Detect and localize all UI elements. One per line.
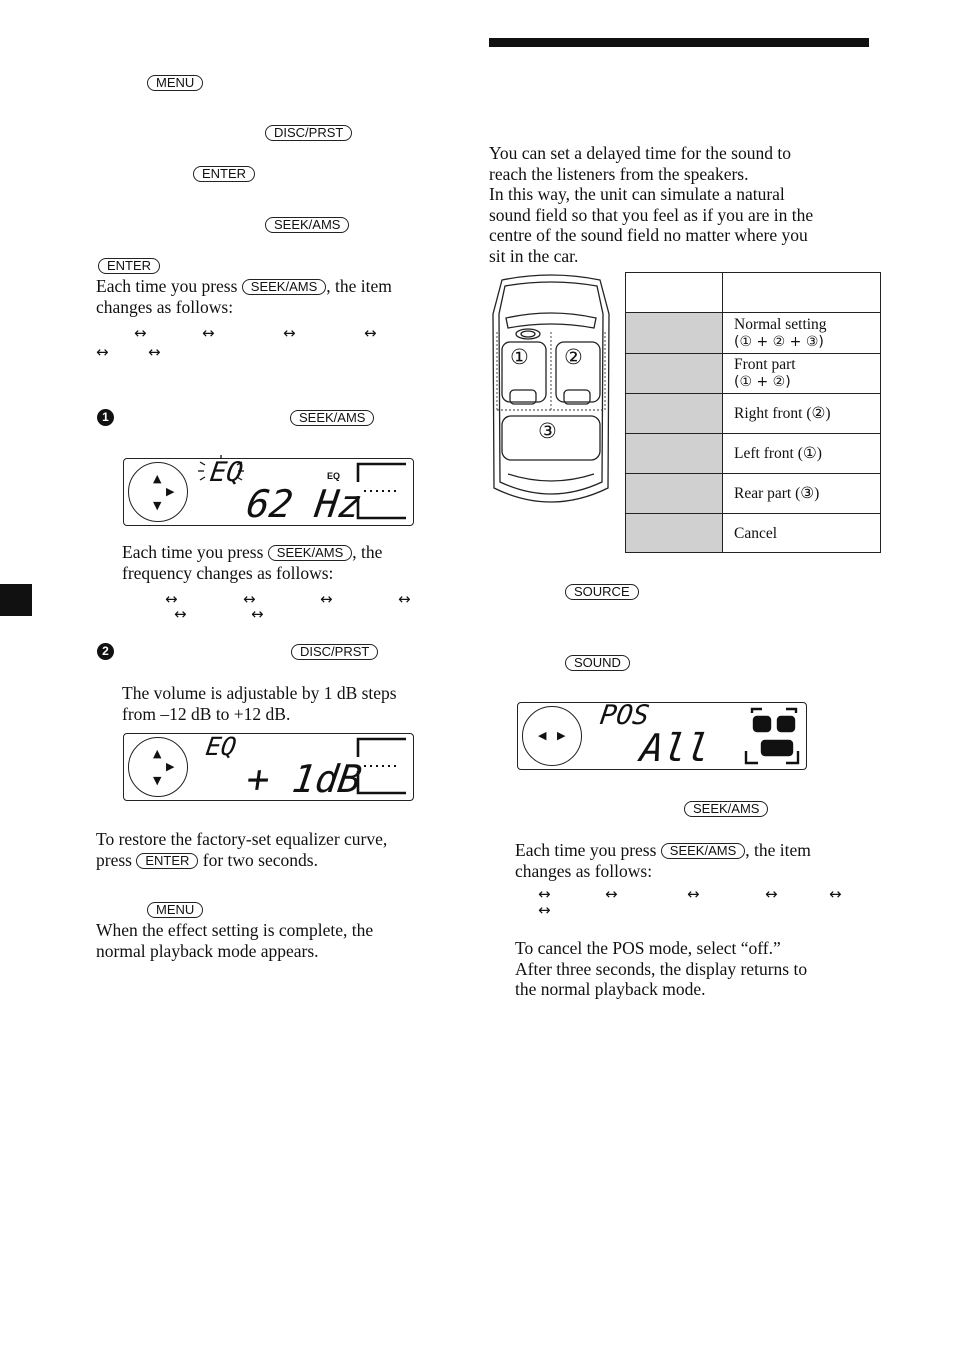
section-header-bar — [489, 38, 869, 47]
right-arrow-icon: ▶ — [166, 485, 175, 498]
frequency-value: 62 Hz — [243, 482, 365, 526]
table-row — [626, 434, 881, 474]
cycle-arrow-icon: ↔ — [398, 590, 411, 608]
table-cell: Cancel — [723, 514, 881, 553]
table-cell: Normal setting (① + ② + ③) — [723, 313, 881, 354]
section-tab-marker — [0, 584, 32, 616]
eq-label: EQ — [204, 732, 239, 761]
complete-note: When the effect setting is complete, the normal playback mode appears. — [96, 920, 374, 961]
cycle-arrow-icon: ↔ — [165, 590, 178, 608]
intro-paragraph: You can set a delayed time for the sound to reach the listeners from the speakers. In this way, the unit can simulate a natural sound field so that you feel as if you are in the centre of the sound field no matter where you sit in the car. — [489, 143, 814, 266]
enter-button-label: ENTER — [193, 166, 255, 182]
eq-indicator: EQ — [327, 471, 341, 481]
table-row — [626, 313, 881, 354]
pos-display — [517, 702, 807, 770]
pos-value: All — [637, 726, 713, 770]
cycle-arrow-icon: ↔ — [243, 590, 256, 608]
seat-position-indicator-icon — [740, 705, 802, 765]
cycle-arrow-icon: ↔ — [765, 885, 778, 903]
source-button-label: SOURCE — [565, 584, 639, 600]
volume-note: The volume is adjustable by 1 dB steps from –12 dB to +12 dB. — [122, 683, 397, 724]
sound-button-label: SOUND — [565, 655, 630, 671]
disc-prst-button-label: DISC/PRST — [265, 125, 352, 141]
right-arrow-icon: ▶ — [166, 760, 175, 773]
table-cell — [626, 354, 723, 394]
eq-frequency-display — [123, 458, 414, 526]
table-cell: Front part (① + ②) — [723, 354, 881, 394]
pos-item-cycle-text: Each time you press SEEK/AMS , the item changes as follows: — [515, 840, 811, 881]
frequency-cycle-text: Each time you press SEEK/AMS , the frequency changes as follows: — [122, 542, 383, 583]
cycle-arrow-icon: ↔ — [320, 590, 333, 608]
cycle-arrow-icon: ↔ — [148, 343, 161, 361]
equalizer-level-icon — [350, 737, 410, 795]
seat-1-label: ① — [510, 345, 529, 369]
cycle-arrow-icon: ↔ — [605, 885, 618, 903]
listening-position-table — [625, 272, 881, 553]
eq-level-display — [123, 733, 414, 801]
table-header-cell — [626, 273, 723, 313]
cycle-arrow-icon: ↔ — [202, 324, 215, 342]
up-arrow-icon: ▲ — [153, 747, 162, 760]
cycle-arrow-icon: ↔ — [96, 343, 109, 361]
pos-label: POS — [598, 700, 652, 731]
table-header-row — [626, 273, 881, 313]
table-cell — [626, 514, 723, 553]
menu-button-label: MENU — [147, 75, 203, 91]
table-row — [626, 474, 881, 514]
control-dial-icon — [128, 737, 188, 797]
car-seat-diagram — [490, 274, 612, 508]
eq-label: EQ — [208, 457, 245, 488]
menu-button-label-2: MENU — [147, 902, 203, 918]
equalizer-level-icon — [350, 462, 410, 520]
seek-ams-button-label: SEEK/AMS — [265, 217, 349, 233]
cancel-pos-note: To cancel the POS mode, select “off.” After three seconds, the display returns to the normal playback mode. — [515, 938, 808, 999]
seat-2-label: ② — [564, 345, 583, 369]
table-cell: Right front (②) — [723, 394, 881, 434]
cycle-arrow-icon: ↔ — [251, 605, 264, 623]
seek-ams-button-label-5: SEEK/AMS — [268, 545, 352, 561]
up-arrow-icon: ▲ — [153, 472, 162, 485]
seek-ams-button-label-3: SEEK/AMS — [242, 279, 326, 295]
table-row — [626, 354, 881, 394]
cycle-arrow-icon: ↔ — [687, 885, 700, 903]
down-arrow-icon: ▼ — [153, 774, 162, 787]
table-cell — [626, 474, 723, 514]
table-cell — [626, 434, 723, 474]
seek-ams-button-label-6: SEEK/AMS — [684, 801, 768, 817]
seat-3-label: ③ — [538, 419, 557, 443]
seek-ams-button-label-7: SEEK/AMS — [661, 843, 745, 859]
cycle-arrow-icon: ↔ — [364, 324, 377, 342]
right-arrow-icon: ▶ — [557, 729, 566, 742]
item-cycle-text: Each time you press SEEK/AMS , the item changes as follows: — [96, 276, 392, 317]
car-outline-icon — [490, 274, 612, 508]
cycle-arrow-icon: ↔ — [829, 885, 842, 903]
down-arrow-icon: ▼ — [153, 499, 162, 512]
seek-ams-button-label-4: SEEK/AMS — [290, 410, 374, 426]
enter-button-label-3: ENTER — [136, 853, 198, 869]
cycle-arrow-icon: ↔ — [538, 885, 551, 903]
table-row — [626, 394, 881, 434]
disc-prst-button-label-2: DISC/PRST — [291, 644, 378, 660]
cycle-arrow-icon: ↔ — [134, 324, 147, 342]
level-value: + 1dB — [243, 757, 365, 801]
cycle-arrow-icon: ↔ — [174, 605, 187, 623]
control-dial-icon — [128, 462, 188, 522]
cycle-arrow-icon: ↔ — [538, 901, 551, 919]
left-arrow-icon: ◀ — [538, 729, 547, 742]
step-1-icon: 1 — [97, 409, 114, 426]
cycle-arrow-icon: ↔ — [283, 324, 296, 342]
step-2-icon: 2 — [97, 643, 114, 660]
enter-button-label-2: ENTER — [98, 258, 160, 274]
control-dial-icon — [522, 706, 582, 766]
table-cell — [626, 313, 723, 354]
table-cell — [626, 394, 723, 434]
table-cell: Left front (①) — [723, 434, 881, 474]
table-cell: Rear part (③) — [723, 474, 881, 514]
table-header-cell — [723, 273, 881, 313]
restore-note: To restore the factory-set equalizer curve, press ENTER for two seconds. — [96, 829, 388, 870]
table-row — [626, 514, 881, 553]
